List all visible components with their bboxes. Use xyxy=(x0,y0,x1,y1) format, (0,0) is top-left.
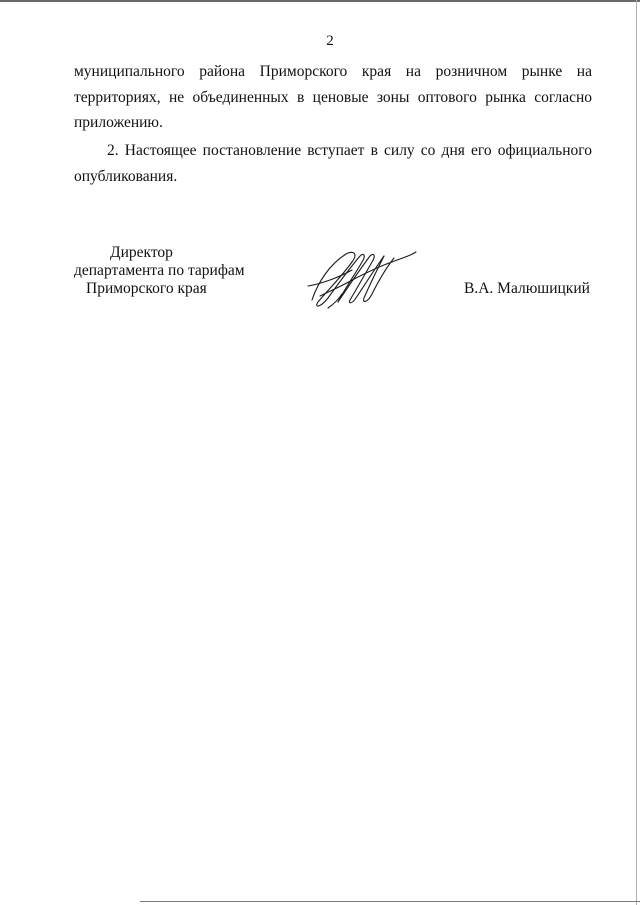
page-number: 2 xyxy=(326,33,334,49)
signer-name: В.А. Малюшицкий xyxy=(464,280,590,297)
page-right-edge xyxy=(636,0,637,905)
signature-block xyxy=(68,244,258,298)
signatory-region: Приморского края xyxy=(86,280,207,297)
signatory-title: Директор xyxy=(110,244,173,261)
body-line-4: 2. Настоящее постановление вступает в силу со дня его официального xyxy=(107,142,592,159)
body-line-1: муниципального района Приморского края на розничном рынке на xyxy=(74,63,592,80)
signatory-department: департамента по тарифам xyxy=(74,262,245,279)
body-line-3: приложению. xyxy=(74,114,163,131)
body-line-5: опубликования. xyxy=(74,168,178,185)
page-bottom-edge xyxy=(140,901,640,902)
page-top-edge xyxy=(0,0,640,2)
body-line-2: территориях, не объединенных в ценовые зоны оптового рынка согласно xyxy=(74,89,592,106)
signature-icon xyxy=(298,238,428,318)
